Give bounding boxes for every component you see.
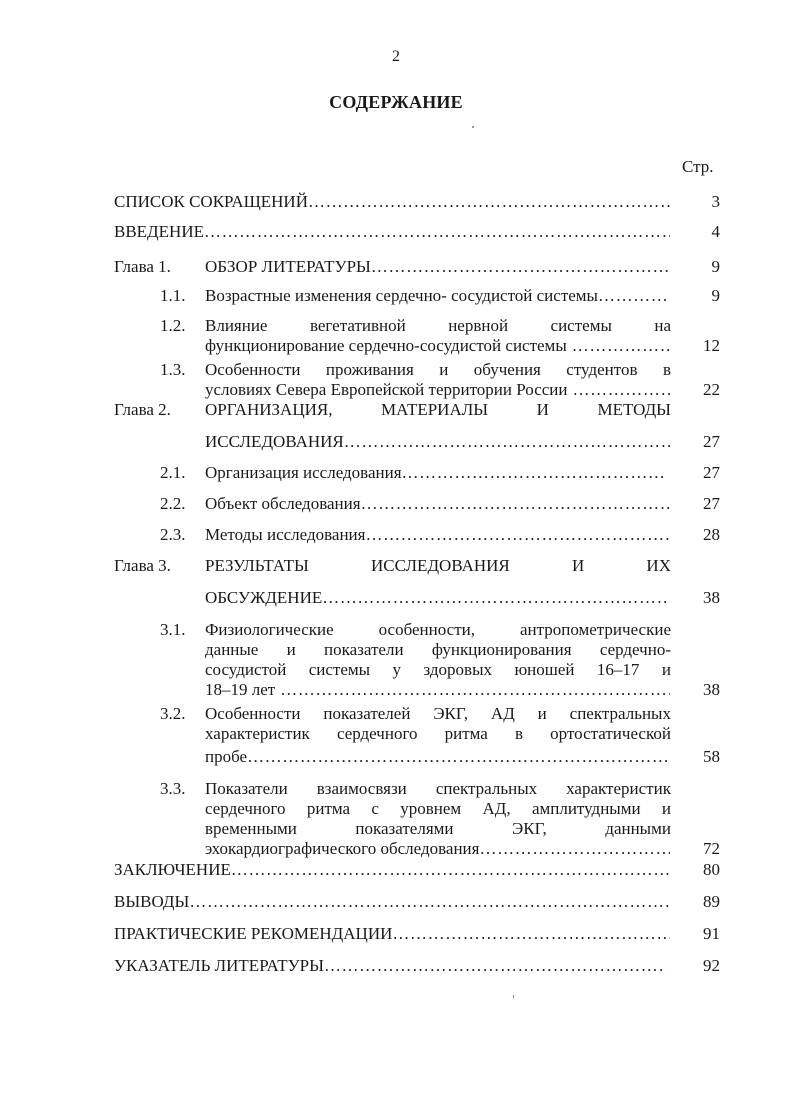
section-number: 2.2. xyxy=(160,494,186,513)
chapter-number: Глава 1. xyxy=(114,257,171,276)
leader-dots xyxy=(189,892,670,912)
leader-dots xyxy=(479,839,670,859)
toc-label-line-1: Особенности показателей ЭКГ, АД и спектральных xyxy=(205,704,671,723)
section-number: 2.3. xyxy=(160,525,186,544)
section-number: 3.1. xyxy=(160,620,186,639)
leader-dots xyxy=(598,286,670,306)
toc-label-line-2: условиях Севера Европейской территории России xyxy=(205,380,568,399)
toc-label: Методы исследования xyxy=(205,525,366,544)
toc-label-line-2: функционирование сердечно-сосудистой системы xyxy=(205,336,567,355)
toc-label-line-1: Показатели взаимосвязи спектральных характеристик xyxy=(205,779,671,798)
toc-page-number: 9 xyxy=(711,286,720,305)
toc-label: УКАЗАТЕЛЬ ЛИТЕРАТУРЫ xyxy=(114,956,324,975)
scan-speck xyxy=(513,995,514,998)
toc-label-line-4: эхокардиографического обследования xyxy=(205,839,480,858)
page-column-label: Стр. xyxy=(682,157,714,176)
toc-label-line-1: Особенности проживания и обучения студентов в xyxy=(205,360,671,379)
leader-dots xyxy=(247,747,670,767)
section-number: 3.2. xyxy=(160,704,186,723)
leader-dots xyxy=(371,257,670,277)
toc-page-number: 12 xyxy=(703,336,720,355)
leader-dots xyxy=(568,380,671,400)
toc-page-number: 91 xyxy=(703,924,720,943)
toc-label: ПРАКТИЧЕСКИЕ РЕКОМЕНДАЦИИ xyxy=(114,924,393,943)
toc-label-line-4: 18–19 лет xyxy=(205,680,276,699)
leader-dots xyxy=(275,680,670,700)
toc-label: ОБЗОР ЛИТЕРАТУРЫ xyxy=(205,257,371,276)
toc-label: СПИСОК СОКРАЩЕНИЙ xyxy=(114,192,308,211)
toc-page-number: 27 xyxy=(703,494,720,513)
leader-dots xyxy=(308,192,670,212)
leader-dots xyxy=(392,924,670,944)
section-number: 1.1. xyxy=(160,286,186,305)
toc-label-line-3: пробе xyxy=(205,747,248,766)
toc-page-number: 27 xyxy=(703,463,720,482)
toc-label-line-2: ИССЛЕДОВАНИЯ xyxy=(205,432,344,451)
scan-speck xyxy=(472,126,474,128)
leader-dots xyxy=(402,463,665,483)
toc-label-line-2: ОБСУЖДЕНИЕ xyxy=(205,588,323,607)
toc-label: Объект обследования xyxy=(205,494,361,513)
toc-label-line-2: сердечного ритма с уровнем АД, амплитудными и xyxy=(205,799,671,818)
leader-dots xyxy=(567,336,670,356)
toc-label: Возрастные изменения сердечно- сосудистой системы xyxy=(205,286,598,305)
toc-label-line-1: ОРГАНИЗАЦИЯ, МАТЕРИАЛЫ И МЕТОДЫ xyxy=(205,400,671,419)
toc-label-line-3: сосудистой системы у здоровых юношей 16–17 и xyxy=(205,660,671,679)
toc-label: ЗАКЛЮЧЕНИЕ xyxy=(114,860,231,879)
leader-dots xyxy=(204,222,670,242)
section-number: 1.2. xyxy=(160,316,186,335)
toc-page-number: 89 xyxy=(703,892,720,911)
toc-page-number: 4 xyxy=(711,222,720,241)
page-title: СОДЕРЖАНИЕ xyxy=(329,92,463,112)
toc-label: ВВЕДЕНИЕ xyxy=(114,222,204,241)
toc-label: ВЫВОДЫ xyxy=(114,892,190,911)
leader-dots xyxy=(231,860,670,880)
page-number: 2 xyxy=(392,48,400,65)
leader-dots xyxy=(365,525,670,545)
toc-label-line-3: временными показателями ЭКГ, данными xyxy=(205,819,671,838)
toc-page-number: 38 xyxy=(703,588,720,607)
section-number: 1.3. xyxy=(160,360,186,379)
toc-page-number: 80 xyxy=(703,860,720,879)
toc-page-number: 27 xyxy=(703,432,720,451)
toc-page-number: 38 xyxy=(703,680,720,699)
leader-dots xyxy=(324,956,666,976)
chapter-number: Глава 2. xyxy=(114,400,171,419)
toc-label: Организация исследования xyxy=(205,463,402,482)
toc-page-number: 9 xyxy=(711,257,720,276)
toc-page-number: 92 xyxy=(703,956,720,975)
leader-dots xyxy=(322,588,670,608)
toc-page-number: 22 xyxy=(703,380,720,399)
section-number: 2.1. xyxy=(160,463,186,482)
toc-label-line-1: Физиологические особенности, антропометрические xyxy=(205,620,671,639)
toc-label-line-2: данные и показатели функционирования сердечно- xyxy=(205,640,671,659)
leader-dots xyxy=(344,432,670,452)
toc-label-line-1: Влияние вегетативной нервной системы на xyxy=(205,316,671,335)
toc-label-line-2: характеристик сердечного ритма в ортостатической xyxy=(205,724,671,743)
section-number: 3.3. xyxy=(160,779,186,798)
toc-page-number: 28 xyxy=(703,525,720,544)
toc-page-number: 58 xyxy=(703,747,720,766)
toc-page-number: 3 xyxy=(711,192,720,211)
toc-page-number: 72 xyxy=(703,839,720,858)
chapter-number: Глава 3. xyxy=(114,556,171,575)
toc-label-line-1: РЕЗУЛЬТАТЫ ИССЛЕДОВАНИЯ И ИХ xyxy=(205,556,671,575)
leader-dots xyxy=(361,494,670,514)
